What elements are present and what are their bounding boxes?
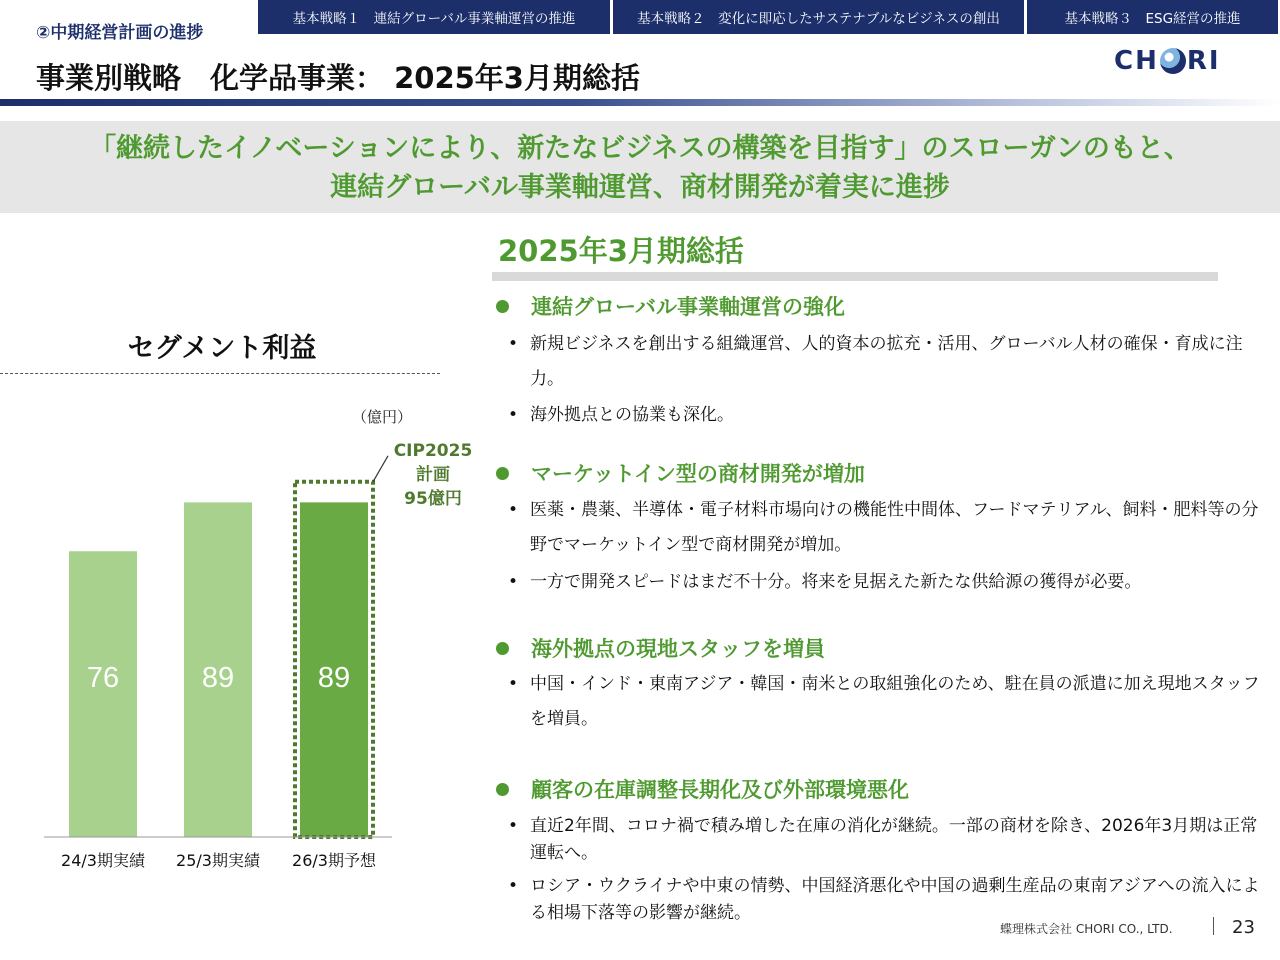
list-item	[508, 493, 1268, 563]
category-label: 26/3期予想	[292, 851, 376, 870]
slogan-line-1: 「継続したイノベーションにより、新たなビジネスの構築を目指す」のスローガンのもと、	[89, 133, 1191, 164]
section-heading-text: 連結グローバル事業軸運営の強化	[531, 295, 845, 319]
bullet-text: 新規ビジネスを創出する組織運営、人的資本の拡充・活用、グローバル人材の確保・育成に注力。	[530, 334, 1243, 389]
bar-value-label: 89	[201, 662, 235, 694]
chori-logo	[1114, 46, 1221, 76]
tab-strategy-3[interactable]: 基本戦略３ ESG経営の推進	[1027, 0, 1278, 34]
chart-unit-label: （億円）	[352, 408, 413, 426]
list-item	[508, 873, 1268, 927]
bullet-text: 直近2年間、コロナ禍で積み増した在庫の消化が継続。一部の商材を除き、2026年3月期は正常運転へ。	[530, 816, 1258, 863]
section-heading-text: 顧客の在庫調整長期化及び外部環境悪化	[531, 778, 909, 802]
list-item	[508, 327, 1268, 397]
bullet-mark: •	[508, 674, 519, 694]
bullet-dot-icon	[496, 300, 509, 313]
slogan-band	[0, 121, 1280, 213]
section-heading-text: 海外拠点の現地スタッフを増員	[531, 637, 825, 661]
logo-text-right: RI	[1186, 46, 1221, 76]
bullet-mark: •	[508, 405, 519, 425]
bullet-mark: •	[508, 572, 519, 592]
bullet-text: ロシア・ウクライナや中東の情勢、中国経済悪化や中国の過剰生産品の東南アジアへの流入による相場下落等の影響が継続。	[530, 876, 1260, 923]
bullet-mark: •	[508, 816, 519, 836]
plan-label: CIP2025	[393, 441, 473, 461]
bullet-mark: •	[508, 334, 519, 354]
bullet-dot-icon	[496, 467, 509, 480]
plan-label: 計画	[416, 465, 450, 485]
section-heading-local-staff	[496, 633, 825, 663]
plan-callout-line	[373, 456, 388, 482]
footer-separator	[1213, 917, 1214, 935]
bullet-text: 医薬・農薬、半導体・電子材料市場向けの機能性中間体、フードマテリアル、飼料・肥料等の分野でマーケットイン型で商材開発が増加。	[530, 500, 1259, 555]
footer-company: 蝶理株式会社 CHORI CO., LTD.	[1000, 922, 1173, 936]
bullet-mark: •	[508, 500, 519, 520]
chart-title: セグメント利益	[127, 333, 317, 364]
bullet-text: 中国・インド・東南アジア・韓国・南米との取組強化のため、駐在員の派遣に加え現地スタッフを増員。	[530, 674, 1260, 729]
section-heading-inventory	[496, 774, 909, 804]
segment-profit-chart	[0, 420, 480, 880]
tab-strategy-2[interactable]: 基本戦略２ 変化に即応したサステナブルなビジネスの創出	[613, 0, 1024, 34]
page-title: 事業別戦略 化学品事業： 2025年3月期総括	[36, 61, 640, 95]
list-item	[508, 813, 1268, 867]
bullet-dot-icon	[496, 783, 509, 796]
bullet-text: 一方で開発スピードはまだ不十分。将来を見据えた新たな供給源の獲得が必要。	[530, 572, 1142, 592]
logo-text-left: CH	[1114, 46, 1159, 76]
chart-title-divider	[0, 373, 440, 374]
page-number: 23	[1232, 917, 1255, 938]
list-item	[508, 398, 1268, 433]
bullet-text: 海外拠点との協業も深化。	[530, 405, 734, 425]
tab-strategy-1[interactable]: 基本戦略１ 連結グローバル事業軸運営の推進	[258, 0, 610, 34]
plan-label: 95億円	[404, 489, 462, 509]
summary-title-rule	[492, 272, 1218, 281]
bar	[69, 551, 137, 837]
section-label: ②中期経営計画の進捗	[36, 23, 204, 43]
bullet-mark: •	[508, 876, 519, 896]
section-heading-market-in	[496, 458, 865, 488]
list-item	[508, 667, 1268, 737]
summary-title: 2025年3月期総括	[498, 234, 744, 268]
bar-value-label: 76	[86, 662, 120, 694]
category-label: 25/3期実績	[176, 851, 260, 870]
logo-globe-icon	[1160, 48, 1186, 74]
title-divider	[0, 99, 1280, 106]
list-item	[508, 565, 1268, 600]
strategy-tabs	[258, 0, 1278, 34]
slogan-line-2: 連結グローバル事業軸運営、商材開発が着実に進捗	[330, 172, 950, 203]
category-label: 24/3期実績	[61, 851, 145, 870]
section-heading-text: マーケットイン型の商材開発が増加	[531, 462, 865, 486]
bar-value-label: 89	[317, 662, 351, 694]
bullet-dot-icon	[496, 642, 509, 655]
section-heading-global-operations	[496, 291, 845, 321]
